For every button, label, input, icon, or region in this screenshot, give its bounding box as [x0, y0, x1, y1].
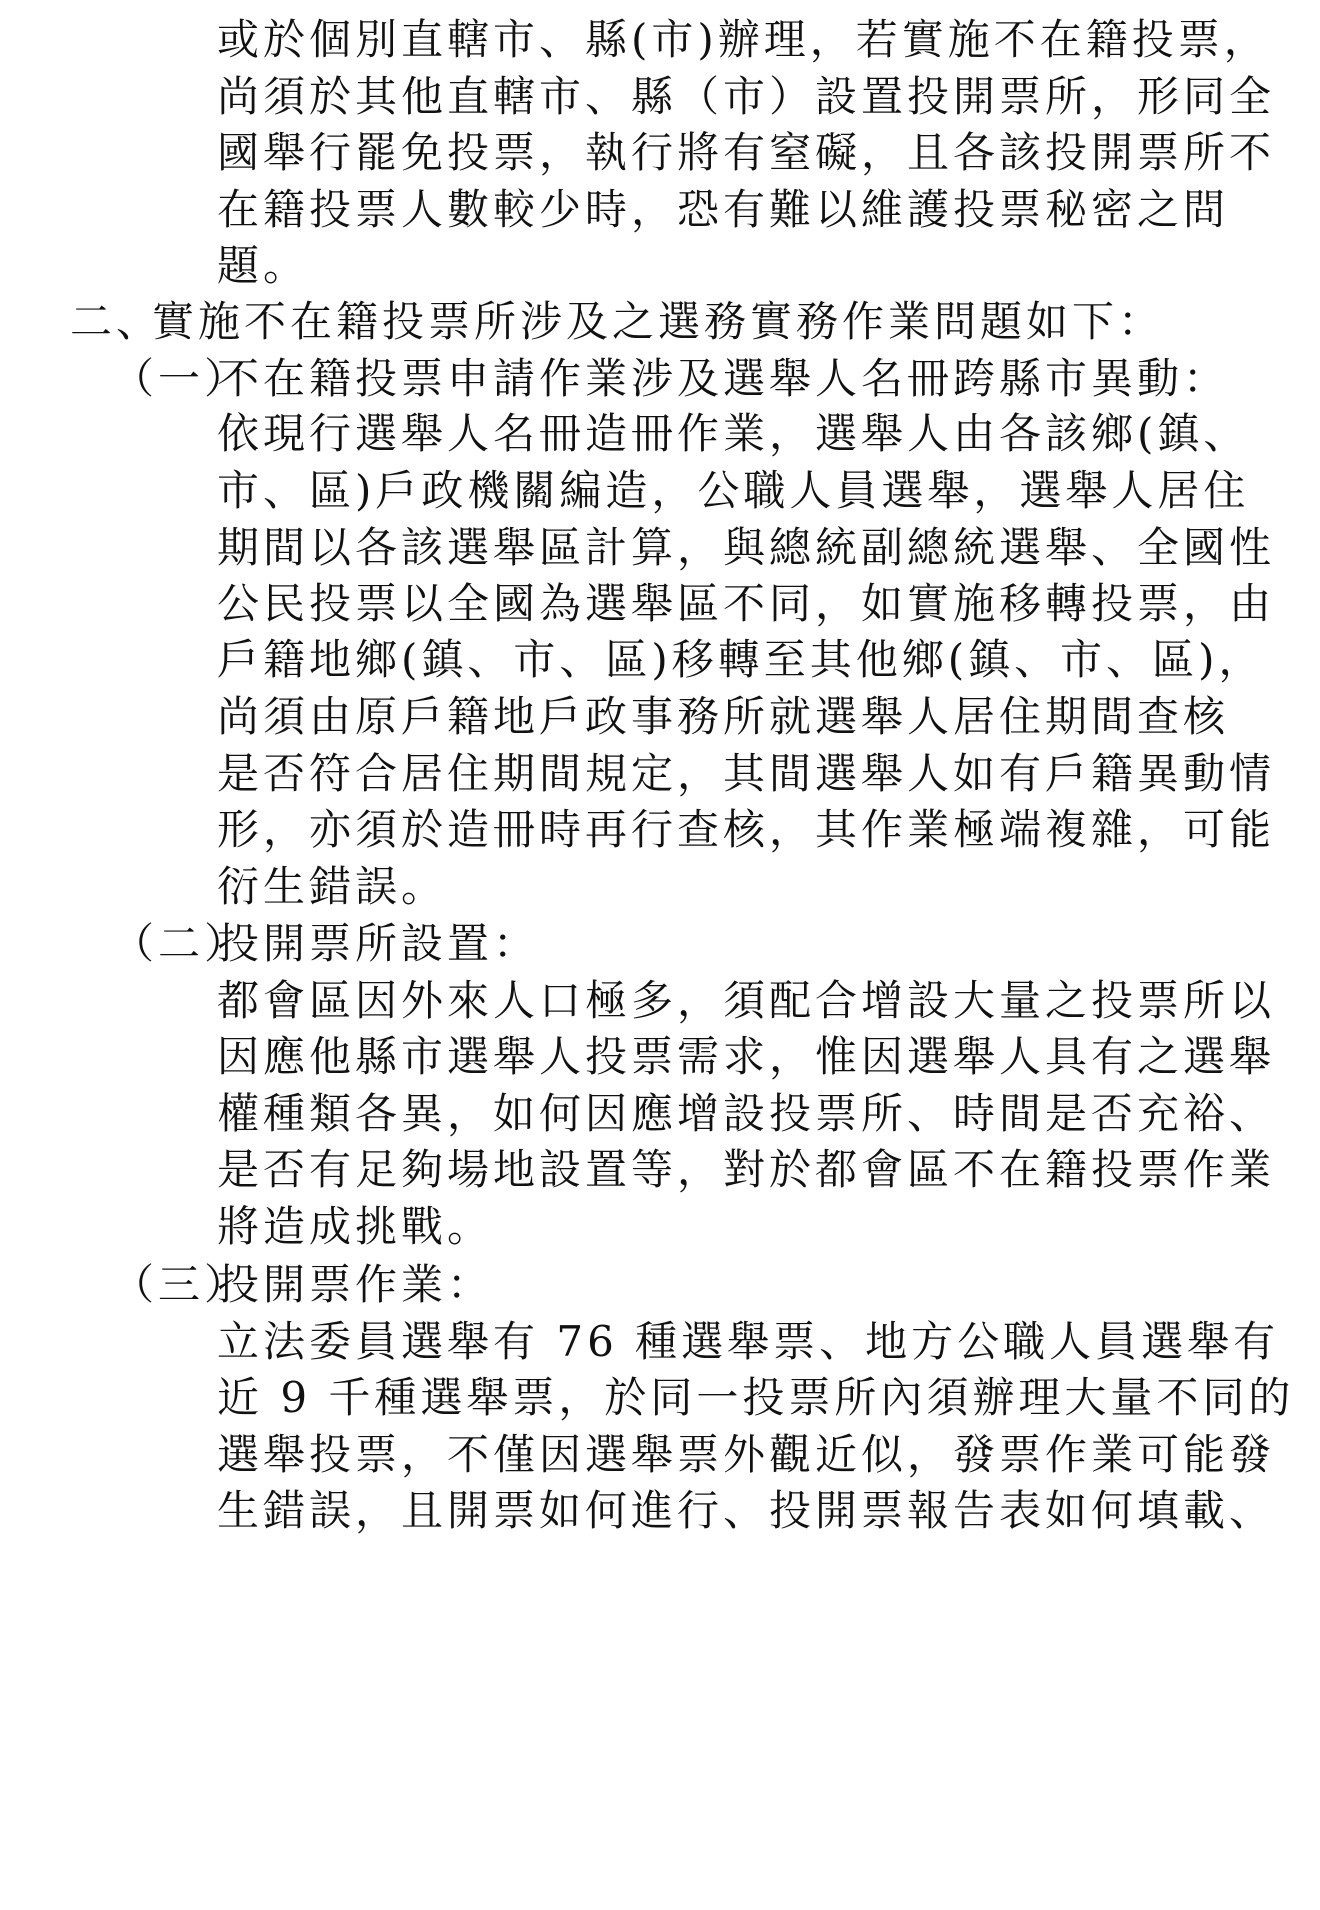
subsection-2-line-1: 都會區因外來人口極多，須配合增設大量之投票所以	[217, 976, 1276, 1025]
subsection-3-line-1: 立法委員選舉有 76 種選舉票、地方公職人員選舉有	[217, 1317, 1280, 1366]
subsection-1-heading: 不在籍投票申請作業涉及選舉人名冊跨縣市異動：	[217, 354, 1230, 403]
subsection-1-line-6: 尚須由原戶籍地戶政事務所就選舉人居住期間查核	[217, 692, 1230, 741]
subsection-2-line-5: 將造成挑戰。	[217, 1202, 494, 1251]
intro-line-3: 國舉行罷免投票，執行將有窒礙，且各該投開票所不	[217, 128, 1276, 177]
subsection-1-line-4: 公民投票以全國為選舉區不同，如實施移轉投票，由	[217, 579, 1276, 628]
intro-line-5: 題。	[217, 241, 310, 290]
intro-line-1: 或於個別直轄市、縣(市)辦理，若實施不在籍投票，	[217, 15, 1270, 64]
subsection-3-line-4: 生錯誤，且開票如何進行、投開票報告表如何填載、	[217, 1486, 1276, 1535]
intro-line-2: 尚須於其他直轄市、縣（市）設置投開票所，形同全	[217, 72, 1276, 121]
subsection-2-line-4: 是否有足夠場地設置等，對於都會區不在籍投票作業	[217, 1145, 1276, 1194]
section-two-heading: 實施不在籍投票所涉及之選務實務作業問題如下：	[152, 297, 1165, 346]
subsection-2-heading: 投開票所設置：	[217, 919, 540, 968]
subsection-3-heading: 投開票作業：	[217, 1260, 494, 1309]
subsection-1-line-2: 市、區)戶政機關編造，公職人員選舉，選舉人居住	[217, 466, 1250, 515]
subsection-1-line-7: 是否符合居住期間規定，其間選舉人如有戶籍異動情	[217, 749, 1276, 798]
subsection-1-line-8: 形，亦須於造冊時再行查核，其作業極端複雜，可能	[217, 805, 1276, 854]
subsection-2-number: （二）	[112, 919, 251, 968]
subsection-2-line-3: 權種類各異，如何因應增設投票所、時間是否充裕、	[217, 1089, 1276, 1138]
subsection-1-line-3: 期間以各該選舉區計算，與總統副總統選舉、全國性	[217, 523, 1276, 572]
subsection-1-line-1: 依現行選舉人名冊造冊作業，選舉人由各該鄉(鎮、	[217, 409, 1250, 458]
subsection-1-line-5: 戶籍地鄉(鎮、市、區)移轉至其他鄉(鎮、市、區)，	[217, 635, 1265, 684]
intro-line-4: 在籍投票人數較少時，恐有難以維護投票秘密之問	[217, 185, 1230, 234]
subsection-2-line-2: 因應他縣市選舉人投票需求，惟因選舉人具有之選舉	[217, 1032, 1276, 1081]
subsection-1-line-9: 衍生錯誤。	[217, 862, 448, 911]
subsection-3-line-2: 近 9 千種選舉票，於同一投票所內須辦理大量不同的	[217, 1373, 1295, 1422]
subsection-3-line-3: 選舉投票，不僅因選舉票外觀近似，發票作業可能發	[217, 1430, 1276, 1479]
section-two-number: 二、	[70, 297, 163, 346]
subsection-1-number: （一）	[112, 354, 251, 403]
subsection-3-number: （三）	[112, 1260, 251, 1309]
